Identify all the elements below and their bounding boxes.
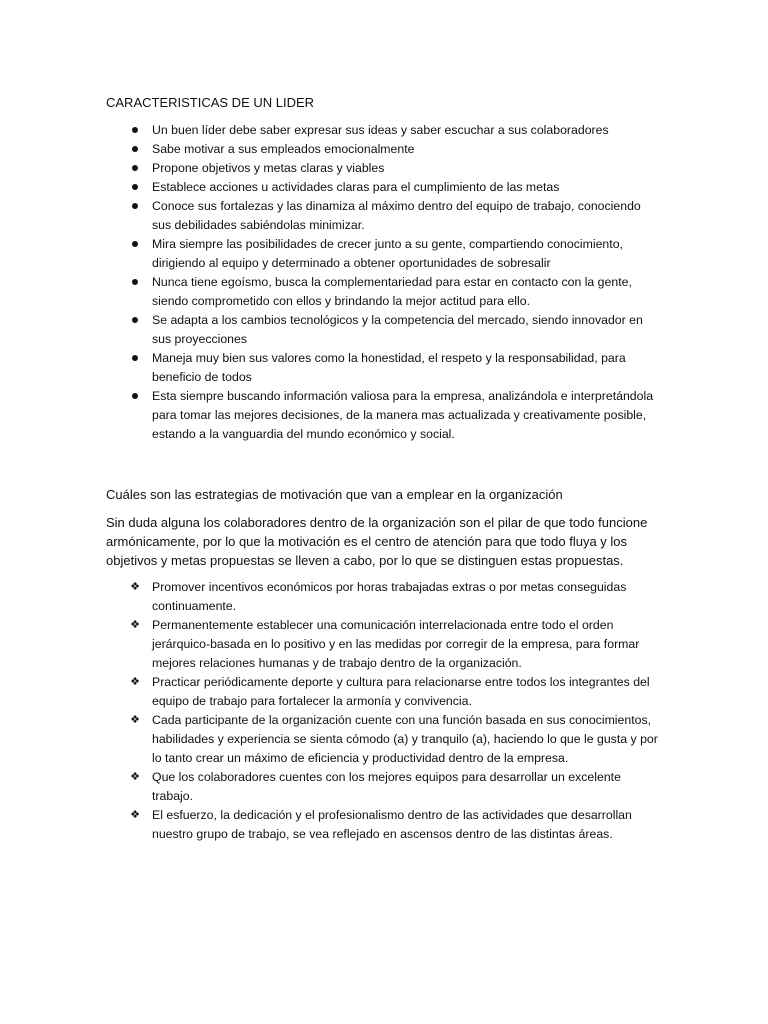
list-item (106, 273, 658, 311)
list-item-text: Sabe motivar a sus empleados emocionalmente (152, 142, 415, 156)
bullet-dot-icon (127, 197, 143, 216)
list-item-text: Mira siempre las posibilidades de crecer junto a su gente, compartiendo conocimiento, dirigiendo al equipo y determinado a obtener oportunidades de sobresalir (152, 237, 623, 270)
list-item-text: Practicar periódicamente deporte y cultura para relacionarse entre todos los integrantes del equipo de trabajo para fortalecer la armonía y convivencia. (152, 675, 650, 708)
list-item-text: Maneja muy bien sus valores como la honestidad, el respeto y la responsabilidad, para beneficio de todos (152, 351, 626, 384)
bullet-dot-icon (127, 178, 143, 197)
list-item-text: El esfuerzo, la dedicación y el profesionalismo dentro de las actividades que desarrollan nuestro grupo de trabajo, se vea reflejado en ascensos dentro de las distintas áreas. (152, 808, 632, 841)
list-item (106, 578, 658, 616)
leader-traits-list (106, 121, 658, 444)
list-item-text: Propone objetivos y metas claras y viables (152, 161, 385, 175)
list-item-text: Establece acciones u actividades claras para el cumplimiento de las metas (152, 180, 560, 194)
list-item (106, 711, 658, 768)
list-item (106, 349, 658, 387)
bullet-dot-icon (127, 159, 143, 178)
diamond-bullet-icon: ❖ (130, 581, 140, 593)
bullet-dot-icon (127, 273, 143, 292)
list-item (106, 159, 658, 178)
section-title-leader-traits: CARACTERISTICAS DE UN LIDER (106, 95, 315, 110)
list-item-text: Permanentemente establecer una comunicación interrelacionada entre todo el orden jerárquico-basada en lo positivo y en las medidas por corregir de la empresa, para formar mejores relaciones humanas y de trabajo dentro de la organización. (152, 618, 640, 670)
bullet-dot-icon (127, 349, 143, 368)
bullet-dot-icon (127, 387, 143, 406)
list-item (106, 387, 658, 444)
list-item-text: Que los colaboradores cuentes con los mejores equipos para desarrollar un excelente trabajo. (152, 770, 621, 803)
list-item-text: Se adapta a los cambios tecnológicos y la competencia del mercado, siendo innovador en sus proyecciones (152, 313, 643, 346)
bullet-dot-icon (127, 140, 143, 159)
list-item (106, 140, 658, 159)
list-item-text: Cada participante de la organización cuente con una función basada en sus conocimientos, habilidades y experiencia se sienta cómodo (a) y tranquilo (a), haciendo lo que le gusta y por lo tanto crear un máximo de eficiencia y productividad dentro de la empresa. (152, 713, 658, 765)
bullet-dot-icon (127, 235, 143, 254)
list-item-text: Esta siempre buscando información valiosa para la empresa, analizándola e interpretándola para tomar las mejores decisiones, de la manera mas actualizada y creativamente posible, estando a la vanguardia del mundo económico y social. (152, 389, 654, 441)
diamond-bullet-icon: ❖ (130, 809, 140, 821)
bullet-dot-icon (127, 311, 143, 330)
list-item-text: Conoce sus fortalezas y las dinamiza al máximo dentro del equipo de trabajo, conociendo sus debilidades sabiéndolas minimizar. (152, 199, 641, 232)
diamond-bullet-icon: ❖ (130, 619, 140, 631)
bullet-dot-icon (127, 121, 143, 140)
list-item-text: Promover incentivos económicos por horas trabajadas extras o por metas conseguidas continuamente. (152, 580, 627, 613)
diamond-bullet-icon: ❖ (130, 771, 140, 783)
list-item (106, 311, 658, 349)
list-item (106, 178, 658, 197)
list-item-text: Un buen líder debe saber expresar sus ideas y saber escuchar a sus colaboradores (152, 123, 609, 137)
list-item (106, 673, 658, 711)
list-item (106, 768, 658, 806)
section-title-motivation-strategies: Cuáles son las estrategias de motivación que van a emplear en la organización (106, 487, 563, 502)
diamond-bullet-icon: ❖ (130, 676, 140, 688)
intro-paragraph: Sin duda alguna los colaboradores dentro de la organización son el pilar de que todo funcione armónicamente, por lo que la motivación es el centro de atención para que todo fluya y los objetivos y metas propuestas se lleven a cabo, por lo que se distinguen estas propuestas. (106, 515, 648, 568)
list-item (106, 806, 658, 844)
list-item (106, 616, 658, 673)
list-item (106, 197, 658, 235)
diamond-bullet-icon: ❖ (130, 714, 140, 726)
list-item-text: Nunca tiene egoísmo, busca la complementariedad para estar en contacto con la gente, siendo comprometido con ellos y brindando la mejor actitud para ello. (152, 275, 632, 308)
list-item (106, 235, 658, 273)
motivation-strategies-list (106, 578, 658, 844)
list-item (106, 121, 658, 140)
